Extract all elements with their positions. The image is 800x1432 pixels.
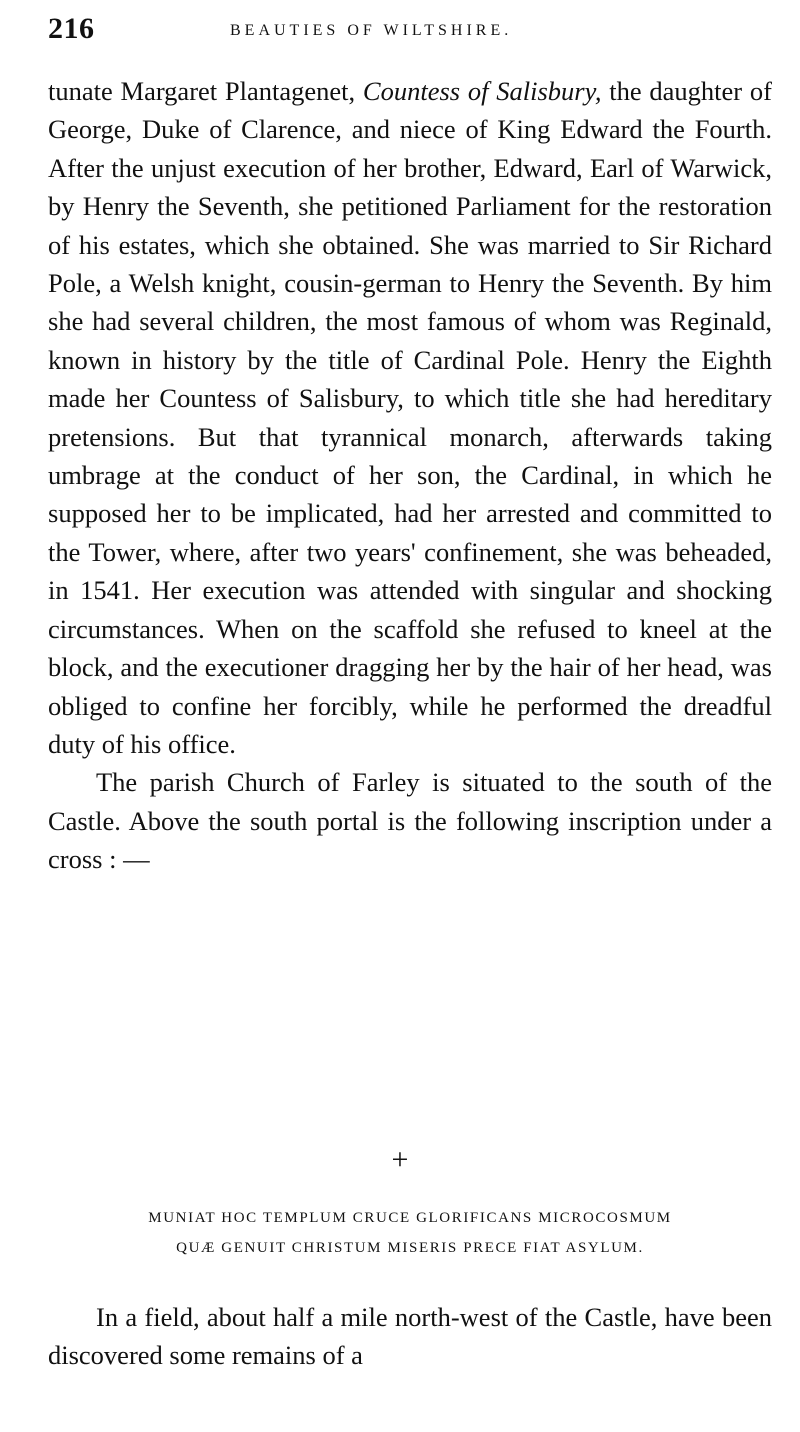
running-head <box>48 12 772 52</box>
running-title: BEAUTIES OF WILTSHIRE. <box>230 22 513 39</box>
paragraph-parish-church: The parish Church of Farley is situated to the south of the Castle. Above the south portal is the following inscription under a cross : — <box>48 767 772 875</box>
paragraph-countess-rest: the daughter of George, Duke of Clarence, and niece of King Edward the Fourth. After the unjust execution of her brother, Edward, Earl of Warwick, by Henry the Seventh, she petitioned Parliament for the restoration of his estates, which she obtained. She was married to Sir Richard Pole, a Welsh knight, cousin-german to Henry the Seventh. By him she had several children, the most famous of whom was Reginald, known in history by the title of Cardinal Pole. Henry the Eighth made her Countess of Salisbury, to which title she had hereditary pretensions. But that tyrannical monarch, afterwards taking umbrage at the conduct of her son, the Cardinal, in which he supposed her to be implicated, had her arrested and committed to the Tower, where, after two years' confinement, she was beheaded, in 1541. Her execution was attended with singular and shocking circumstances. When on the scaffold she refused to kneel at the block, and the executioner dragging her by the hair of her head, was obliged to confine her forcibly, while he performed the dreadful duty of his office. <box>48 76 772 759</box>
page-number: 216 <box>48 12 95 45</box>
paragraph-countess-lead: tunate Margaret Plantagenet, <box>48 76 363 106</box>
cross-symbol: + <box>391 1143 409 1176</box>
inscription-line-1: MUNIAT HOC TEMPLUM CRUCE GLORIFICANS MICROCOSMUM <box>148 1210 672 1226</box>
paragraph-field-remains: In a field, about half a mile north-west of the Castle, have been discovered some remains of a <box>48 1302 772 1371</box>
paragraph-countess-italic: Countess of Salisbury, <box>362 76 602 106</box>
paragraph-countess <box>48 72 772 763</box>
body-text-continued <box>48 1298 772 1375</box>
inscription-line-2: QUÆ GENUIT CHRISTUM MISERIS PRECE FIAT ASYLUM. <box>176 1240 644 1256</box>
body-text <box>48 72 772 879</box>
